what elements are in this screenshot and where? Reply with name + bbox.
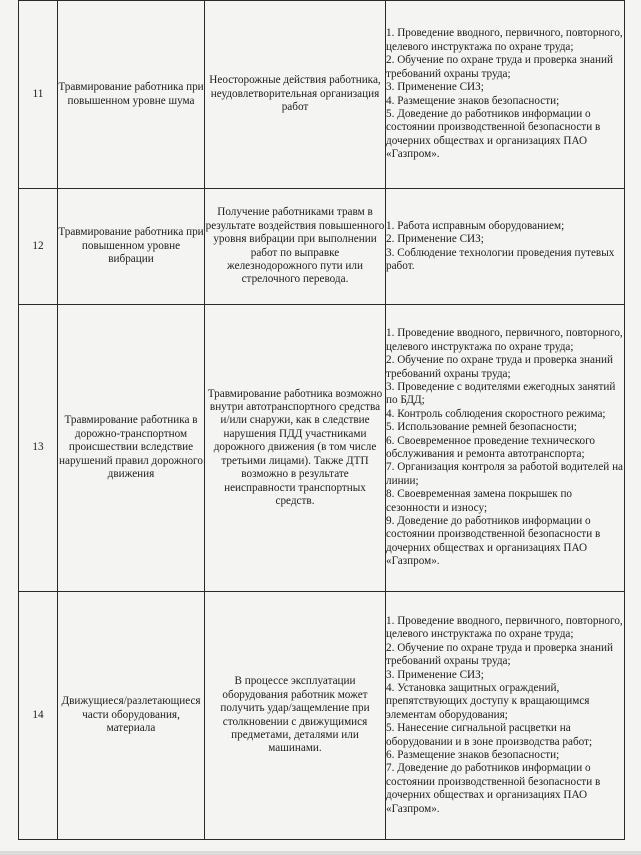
measure-item: 2. Применение СИЗ; [386, 233, 484, 246]
hazard-table [18, 0, 625, 840]
hazard-cell: Травмирование работника в дорожно-транспортном происшествии вследствие нарушений правил дорожного движения [58, 305, 205, 592]
measure-item: 4. Установка защитных ограждений, препятствующих доступу к вращающимся элементам оборудования; [386, 681, 590, 721]
measure-item: 3. Соблюдение технологии проведения путевых работ. [386, 246, 615, 272]
cause-cell: Неосторожные действия работника, неудовлетворительная организация работ [205, 1, 386, 189]
measure-item: 1. Проведение вводного, первичного, повторного, целевого инструктажа по охране труда; [386, 327, 623, 353]
measure-item: 3. Проведение с водителями ежегодных занятий по БДД; [386, 380, 616, 407]
measure-item: 6. Размещение знаков безопасности; [386, 749, 560, 762]
table-row [19, 592, 625, 840]
measure-item: 7. Организация контроля за работой водителей на линии; [386, 461, 624, 487]
measure-item: 3. Применение СИЗ; [386, 81, 484, 94]
table-row [19, 1, 625, 189]
row-number: 12 [19, 189, 58, 305]
measure-item: 9. Доведение до работников информации о состоянии производственной безопасности в дочерних обществах и организациях ПАО «Газпром». [386, 515, 601, 568]
page-bottom-edge [0, 851, 641, 855]
measures-cell [386, 305, 625, 592]
row-number: 13 [19, 305, 58, 592]
measure-item: 1. Проведение вводного, первичного, повторного, целевого инструктажа по охране труда; [386, 614, 623, 641]
measure-item: 5. Доведение до работников информации о состоянии производственной безопасности в дочерних обществах и организациях ПАО «Газпром». [386, 107, 601, 161]
row-number: 14 [19, 592, 58, 840]
hazard-cell: Движущиеся/разлетающиеся части оборудования, материала [58, 592, 205, 840]
measure-item: 2. Обучение по охране труда и проверка знаний требований охраны труда; [386, 54, 613, 80]
measure-item: 7. Доведение до работников информации о состоянии производственной безопасности в дочерних обществах и организациях ПАО «Газпром». [386, 762, 601, 815]
measure-item: 3. Применение СИЗ; [386, 668, 484, 681]
table-row [19, 189, 625, 305]
table-row [19, 305, 625, 592]
hazard-cell: Травмирование работника при повышенном уровне шума [58, 1, 205, 189]
cause-cell: Получение работниками травм в результате воздействия повышенного уровня вибрации при выполнении работ по выправке железнодорожного пути или стрелочного перевода. [205, 189, 386, 305]
measure-item: 6. Своевременное проведение технического обслуживания и ремонта автотранспорта; [386, 434, 595, 460]
measures-cell [386, 592, 625, 840]
row-number: 11 [19, 1, 58, 189]
measure-item: 1. Работа исправным оборудованием; [386, 219, 565, 232]
measure-item: 2. Обучение по охране труда и проверка знаний требований охраны труда; [386, 641, 613, 668]
measure-item: 1. Проведение вводного, первичного, повторного, целевого инструктажа по охране труда; [386, 27, 623, 53]
measures-cell [386, 189, 625, 305]
hazard-cell: Травмирование работника при повышенном уровне вибрации [58, 189, 205, 305]
cause-cell: Травмирование работника возможно внутри автотранспортного средства и/или снаружи, как в следствие нарушения ПДД участниками дорожного движения (в том числе третьими лицами). Также ДТП возможно в результате неисправности транспортных средств. [205, 305, 386, 592]
measures-cell [386, 1, 625, 189]
measure-item: 5. Использование ремней безопасности; [386, 421, 577, 434]
measure-item: 8. Своевременная замена покрышек по сезонности и износу; [386, 488, 573, 514]
cause-cell: В процессе эксплуатации оборудования работник может получить удар/защемление при столкновении с движущимися предметами, деталями или машинами. [205, 592, 386, 840]
measure-item: 4. Размещение знаков безопасности; [386, 94, 560, 107]
measure-item: 4. Контроль соблюдения скоростного режима; [386, 407, 606, 420]
measure-item: 5. Нанесение сигнальной расцветки на оборудовании и в зоне производства работ; [386, 722, 593, 748]
measure-item: 2. Обучение по охране труда и проверка знаний требований охраны труда; [386, 354, 613, 380]
